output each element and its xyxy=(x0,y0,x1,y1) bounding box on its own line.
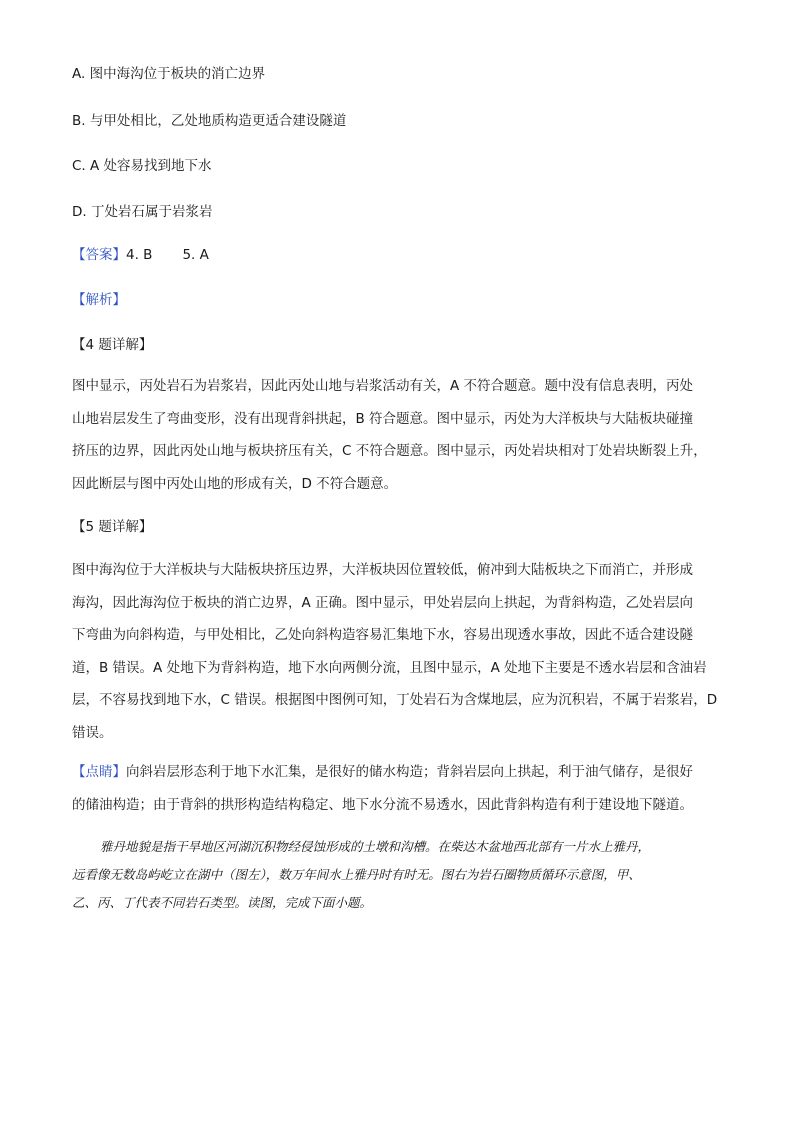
q4-detail-line: 挤压的边界，因此丙处山地与板块挤压有关，C 不符合题意。图中显示，丙处岩块相对丁处岩块断裂上升， xyxy=(72,443,707,460)
answer-q4: 4. B xyxy=(126,247,153,263)
option-d: D. 丁处岩石属于岩浆岩 xyxy=(72,204,213,220)
answer-tag: 【答案】 xyxy=(72,247,126,263)
answer-q5: 5. A xyxy=(182,247,209,263)
q4-detail-paragraph xyxy=(72,370,740,500)
q4-detail-heading: 【4 题详解】 xyxy=(72,337,153,353)
material-paragraph xyxy=(72,833,740,917)
q5-detail-heading: 【5 题详解】 xyxy=(72,519,153,535)
material-line: 乙、丙、丁代表不同岩石类型。读图，完成下面小题。 xyxy=(72,895,373,910)
q5-detail-line: 海沟，因此海沟位于板块的消亡边界，A 正确。图中显示，甲处岩层向上拱起，为背斜构造，乙处岩层向 xyxy=(72,594,694,611)
q5-detail-line: 层，不容易找到地下水，C 错误。根据图中图例可知，丁处岩石为含煤地层，应为沉积岩，不属于岩浆岩，D xyxy=(72,692,718,709)
tip-paragraph xyxy=(72,756,740,821)
q5-detail-line: 图中海沟位于大洋板块与大陆板块挤压边界，大洋板块因位置较低，俯冲到大陆板块之下而消亡，并形成 xyxy=(72,562,693,578)
q4-detail-line: 图中显示，丙处岩石为岩浆岩，因此丙处山地与岩浆活动有关，A 不符合题意。题中没有信息表明，丙处 xyxy=(72,378,694,394)
material-line: 雅丹地貌是指干旱地区河湖沉积物经侵蚀形成的土墩和沟槽。在柴达木盆地西北部有一片水上雅丹， xyxy=(100,839,651,854)
material-line: 远看像无数岛屿屹立在湖中（图左），数万年间水上雅丹时有时无。图右为岩石圈物质循环示意图，甲、 xyxy=(72,867,641,882)
tip-line: 的储油构造；由于背斜的拱形构造结构稳定、地下水分流不易透水，因此背斜构造有利于建设地下隧道。 xyxy=(72,796,693,813)
option-b: B. 与甲处相比，乙处地质构造更适合建设隧道 xyxy=(72,113,347,129)
q4-detail-line: 因此断层与图中丙处山地的形成有关，D 不符合题意。 xyxy=(72,475,398,492)
tip-line: 向斜岩层形态利于地下水汇集，是很好的储水构造；背斜岩层向上拱起，利于油气储存，是很好 xyxy=(126,764,693,780)
q5-detail-line: 错误。 xyxy=(72,724,113,741)
answer-line xyxy=(72,245,209,265)
tip-tag: 【点睛】 xyxy=(72,764,126,780)
option-c: C. A 处容易找到地下水 xyxy=(72,158,212,174)
q5-detail-line: 道，B 错误。A 处地下为背斜构造，地下水向两侧分流，且图中显示，A 处地下主要是不透水岩层和含油岩 xyxy=(72,659,707,676)
q4-detail-line: 山地岩层发生了弯曲变形，没有出现背斜拱起，B 符合题意。图中显示，丙处为大洋板块与大陆板块碰撞 xyxy=(72,410,694,427)
q5-detail-line: 下弯曲为向斜构造，与甲处相比，乙处向斜构造容易汇集地下水，容易出现透水事故，因此不适合建设隧 xyxy=(72,627,693,644)
q5-detail-paragraph xyxy=(72,554,740,750)
analysis-heading: 【解析】 xyxy=(72,292,126,308)
option-a: A. 图中海沟位于板块的消亡边界 xyxy=(72,66,266,82)
